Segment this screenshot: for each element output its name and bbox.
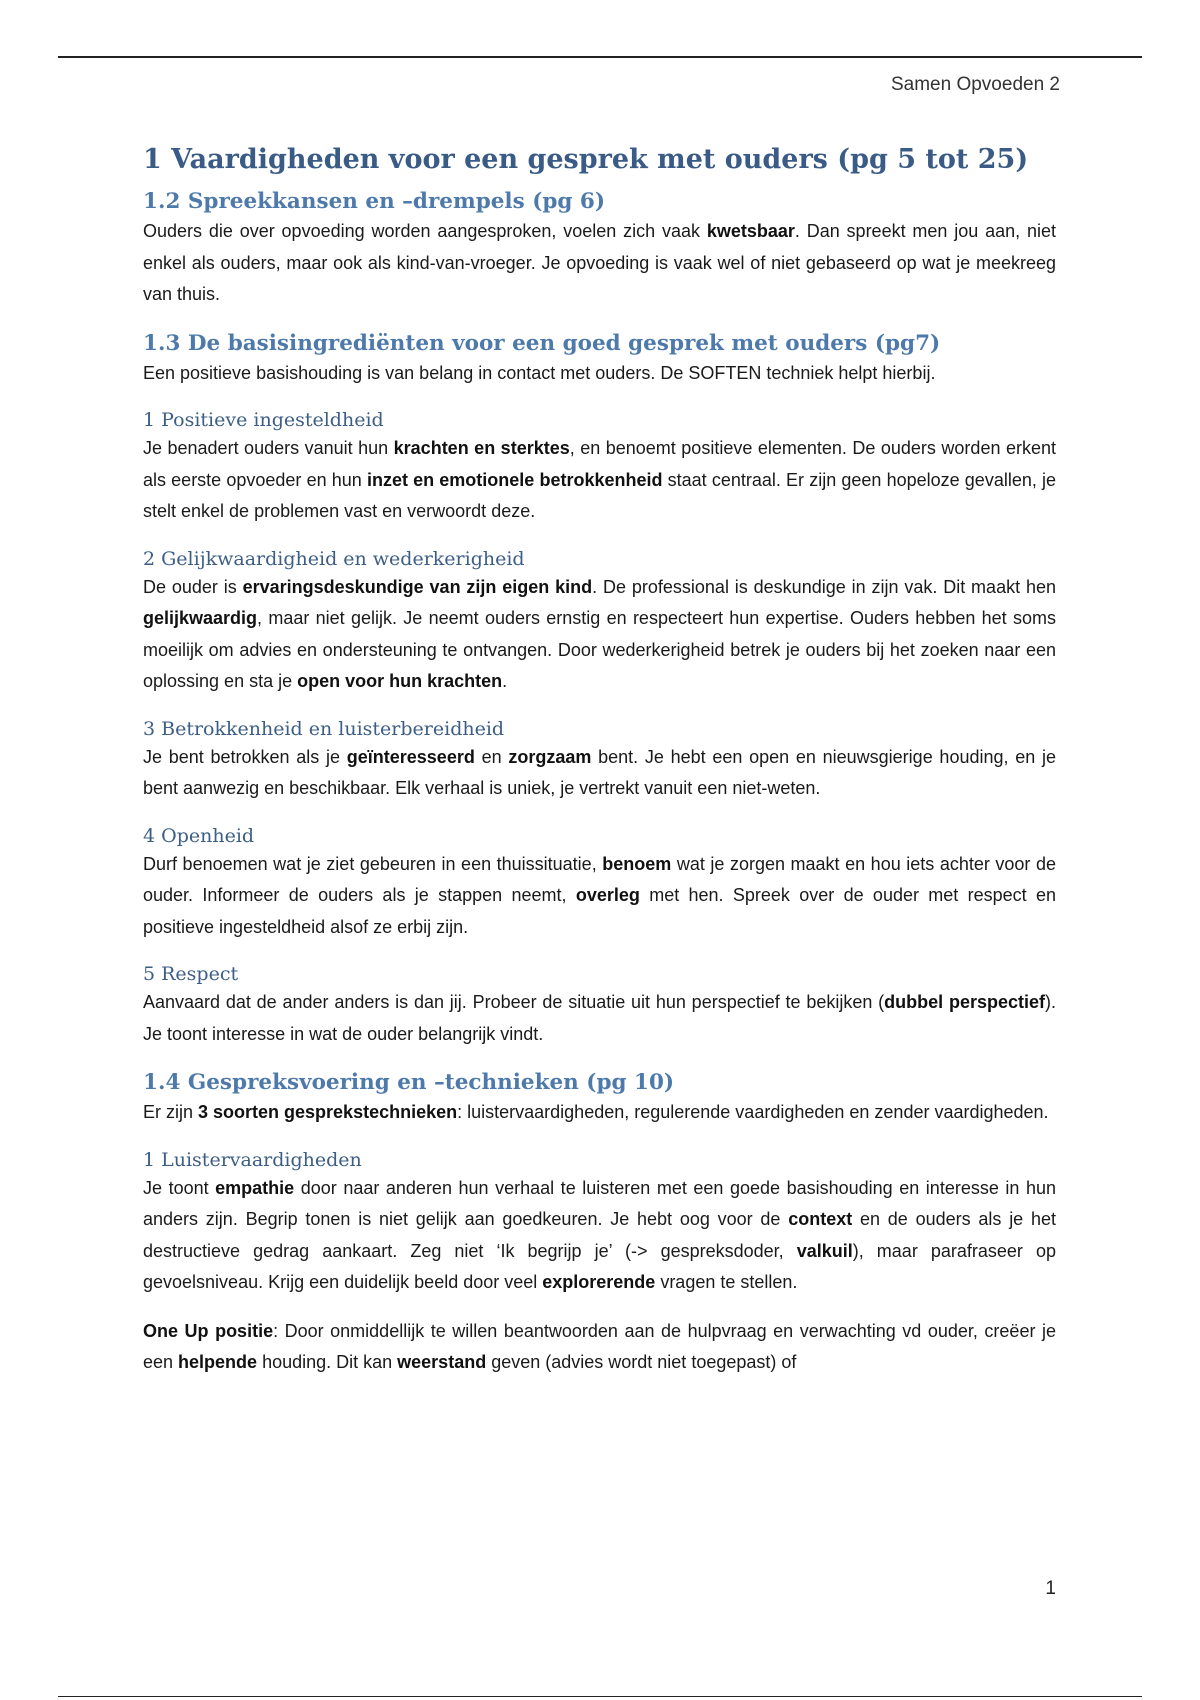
paragraph-openheid: Durf benoemen wat je ziet gebeuren in een thuissituatie, benoem wat je zorgen maakt en hou iets achter voor de ouder. Informeer de ouders als je stappen neemt, overleg met hen. Spreek over de ouder met respect en positieve ingesteldheid alsof ze erbij zijn. [143, 853, 1056, 937]
subheading-betrokkenheid: 3 Betrokkenheid en luisterbereidheid [143, 717, 505, 740]
section-heading-1-4: 1.4 Gespreksvoering en –technieken (pg 10) [143, 1070, 675, 1095]
paragraph-luistervaardigheden: Je toont empathie door naar anderen hun verhaal te luisteren met een goede basishouding en interesse in hun anders zijn. Begrip tonen is niet gelijk aan goedkeuren. Je hebt oog voor de context en de ouders als je het destructieve gedrag aankaart. Zeg niet ‘Ik begrijp je’ (-> gespreksdoder, valkuil), maar parafraseer op gevoelsniveau. Krijg een duidelijk beeld door veel explorerende vragen te stellen. [143, 1177, 1056, 1292]
paragraph-positieve-ingesteldheid: Je benadert ouders vanuit hun krachten en sterktes, en benoemt positieve elementen. De ouders worden erkent als eerste opvoeder en hun inzet en emotionele betrokkenheid staat centraal. Er zijn geen hopeloze gevallen, je stelt enkel de problemen vast en verwoordt deze. [143, 438, 1057, 521]
section-heading-1-3: 1.3 De basisingrediënten voor een goed gesprek met ouders (pg7) [143, 330, 941, 356]
subheading-respect: 5 Respect [143, 963, 239, 985]
subheading-gelijkwaardigheid: 2 Gelijkwaardigheid en wederkerigheid [143, 547, 525, 570]
section-heading-1-2: 1.2 Spreekkansen en –drempels (pg 6) [143, 189, 606, 214]
chapter-title: 1 Vaardigheden voor een gesprek met ouders (pg 5 tot 25) [143, 144, 1029, 175]
paragraph-respect: Aanvaard dat de ander anders is dan jij. Probeer de situatie uit hun perspectief te bekijken (dubbel perspectief). Je toont interesse in wat de ouder belangrijk vindt. [143, 992, 1056, 1044]
paragraph-betrokkenheid: Je bent betrokken als je geïnteresseerd en zorgzaam bent. Je hebt een open en nieuwsgierige houding, en je bent aanwezig en beschikbaar. Elk verhaal is uniek, je vertrekt vanuit een niet-weten. [143, 746, 1056, 798]
running-header: Samen Opvoeden 2 [890, 74, 1060, 95]
page-number: 1 [1045, 1578, 1056, 1599]
subheading-openheid: 4 Openheid [143, 824, 255, 847]
page-content [143, 144, 1056, 1379]
section-1-4-intro: Er zijn 3 soorten gesprekstechnieken: luistervaardigheden, regulerende vaardigheden en zender vaardigheden. [143, 1102, 1049, 1122]
paragraph-one-up-positie: One Up positie: Door onmiddellijk te willen beantwoorden aan de hulpvraag en verwachting vd ouder, creëer je een helpende houding. Dit kan weerstand geven (advies wordt niet toegepast) of [143, 1320, 1056, 1372]
subheading-luistervaardigheden: 1 Luistervaardigheden [143, 1148, 362, 1171]
footer-rule [58, 1696, 1142, 1697]
subheading-positieve-ingesteldheid: 1 Positieve ingesteldheid [143, 409, 384, 431]
header-rule [58, 56, 1142, 58]
section-1-3-intro: Een positieve basishouding is van belang in contact met ouders. De SOFTEN techniek helpt hierbij. [143, 362, 936, 383]
section-1-2-paragraph: Ouders die over opvoeding worden aangesproken, voelen zich vaak kwetsbaar. Dan spreekt men jou aan, niet enkel als ouders, maar ook als kind-van-vroeger. Je opvoeding is vaak wel of niet gebaseerd op wat je meekreeg van thuis. [143, 221, 1056, 304]
paragraph-gelijkwaardigheid: De ouder is ervaringsdeskundige van zijn eigen kind. De professional is deskundige in zijn vak. Dit maakt hen gelijkwaardig, maar niet gelijk. Je neemt ouders ernstig en respecteert hun expertise. Ouders hebben het soms moeilijk om advies en ondersteuning te ontvangen. Door wederkerigheid betrek je ouders bij het zoeken naar een oplossing en sta je open voor hun krachten. [143, 576, 1056, 691]
